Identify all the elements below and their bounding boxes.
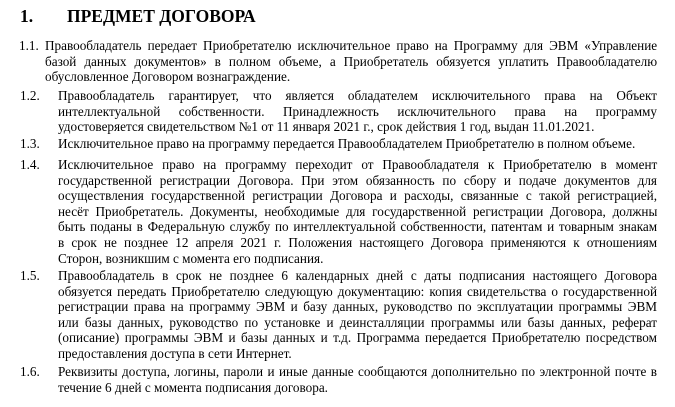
clause-text [45,38,657,85]
clause-line: предоставления доступа в сети Интернет. [58,345,292,361]
clause-line: или базы данных, руководство по установке и деинсталляции программы или базы данных, реферат [58,314,657,330]
clause-number: 1.1. [19,38,39,53]
clause-line: удостоверяется свидетельством №1 от 11 января 2021 г., срок действия 1 год, выдан 11.01.2021. [58,119,595,135]
clause-text [58,364,657,395]
clause-line: Правообладатель в срок не позднее 6 календарных дней с даты подписания настоящего Договора [58,268,658,283]
clause-line: несёт Приобретатель. Документы, необходимые для государственной регистрации Договора, должны [58,203,658,219]
clause-line: течение 6 дней с момента подписания договора. [58,379,328,395]
clause-number: 1.5. [20,268,40,283]
clause-line: быть поданы в Федеральную службу по интеллектуальной собственности, патентам и товарным знакам [58,219,658,235]
clause-line: (описание) программы ЭВМ и базы данных и т.д. Программа передается Приобретателю посредством [58,330,657,346]
clause-line: обязуется передать Приобретателю следующую документацию: копия свидетельства о государственной [58,283,658,299]
clause-text [58,268,657,362]
clause-line: государственной регистрации Договора. При этом обязанность по сбору и подаче документов для [58,172,657,188]
clause-line: Реквизиты доступа, логины, пароли и иные данные сообщаются дополнительно по электронной почте в [58,364,657,379]
clause-number: 1.6. [20,364,40,379]
clause-line: Правообладатель передает Приобретателю исключительное право на Программу для ЭВМ «Управление [45,38,658,53]
section-title: ПРЕДМЕТ ДОГОВОРА [67,6,256,26]
clause-text [58,136,657,152]
clause-line: интеллектуальной собственности. Принадлежность исключительного права на программу [58,103,657,119]
clause-line: Исключительное право на программу переходит от Правообладателя к Приобретателю в момент [58,157,658,172]
clause-number: 1.3. [20,136,40,151]
clause-line: базой данных документов» в полном объеме, а Приобретатель обязуется уплатить Правообладателю [45,53,658,69]
clause-line: Сторон, возникшим с момента его подписания. [58,250,324,266]
clause-line: в срок не позднее 12 апреля 2021 г. Положения настоящего Договора применяются к отношениям [58,234,658,250]
clause-line: Исключительное право на программу передается Правообладателем Приобретателю в полном объеме. [58,136,636,151]
clause-text [58,157,657,266]
clause-line: регистрации права на программу ЭВМ и базу данных, руководство по эксплуатации программы ЭВМ [58,299,657,315]
clause-line: осуществления государственной регистрации Договора и расходы, связанные с такой регистрацией, [58,188,657,204]
clause-text [58,88,657,135]
clause-line: Правообладатель гарантирует, что является обладателем исключительного права на Объект [58,88,657,103]
section-number: 1. [20,6,34,26]
clause-number: 1.4. [20,157,40,172]
clause-line: обусловленное Договором вознаграждение. [45,69,291,85]
clause-number: 1.2. [20,88,40,103]
